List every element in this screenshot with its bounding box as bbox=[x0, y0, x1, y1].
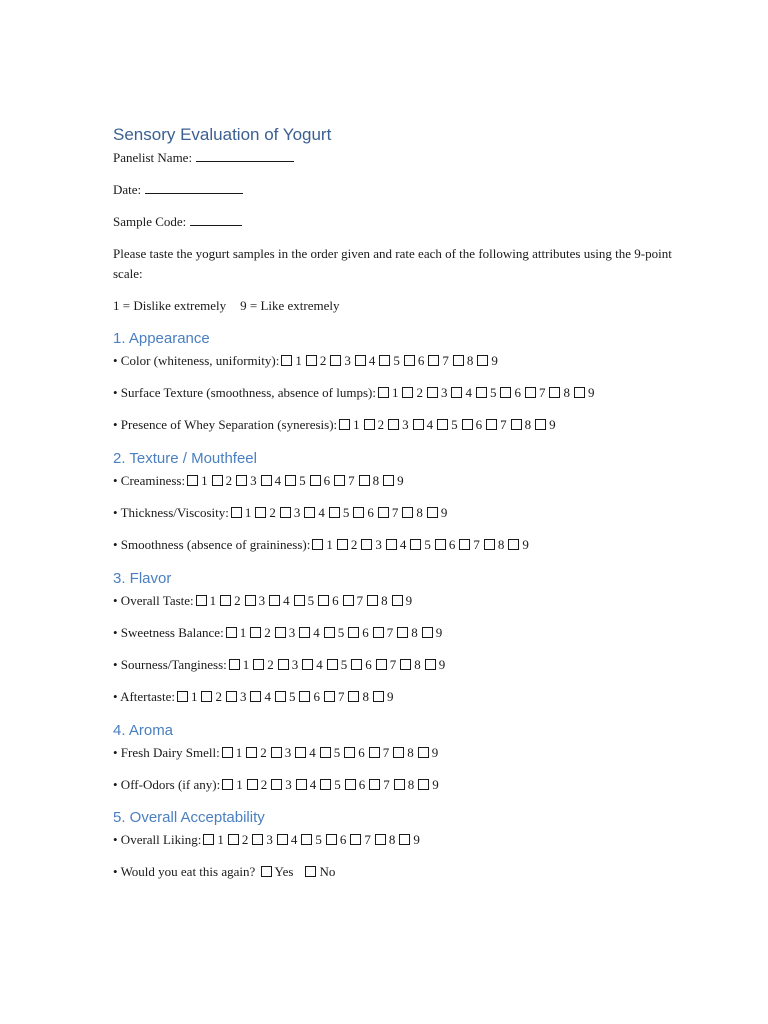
rating-item bbox=[113, 591, 414, 611]
rating-checkbox[interactable] bbox=[400, 659, 411, 670]
rating-value-label: 4 bbox=[368, 353, 376, 368]
rating-value-label: 6 bbox=[339, 832, 347, 847]
rating-checkbox[interactable] bbox=[393, 747, 404, 758]
rating-value-label: 7 bbox=[391, 505, 399, 520]
rating-checkbox[interactable] bbox=[453, 355, 464, 366]
rating-checkbox[interactable] bbox=[435, 539, 446, 550]
panelist-name-blank[interactable] bbox=[196, 149, 294, 162]
rating-checkbox[interactable] bbox=[320, 747, 331, 758]
rating-value-label: 2 bbox=[267, 657, 274, 672]
rating-value-label: 7 bbox=[364, 832, 371, 847]
rating-checkbox[interactable] bbox=[177, 691, 188, 702]
rating-value-label: 9 bbox=[413, 832, 420, 847]
rating-checkbox[interactable] bbox=[422, 627, 433, 638]
rating-value-label: 9 bbox=[438, 657, 446, 672]
rating-checkbox[interactable] bbox=[228, 834, 239, 845]
rating-checkbox[interactable] bbox=[425, 659, 436, 670]
rating-value-label: 2 bbox=[416, 385, 423, 400]
section-heading: 2. Texture / Mouthfeel bbox=[113, 450, 257, 467]
rating-checkbox[interactable] bbox=[410, 539, 421, 550]
rating-value-label: 8 bbox=[388, 832, 396, 847]
rating-value-label: 7 bbox=[348, 473, 355, 488]
sample-code-label: Sample Code: bbox=[113, 214, 187, 229]
section-heading: 3. Flavor bbox=[113, 570, 172, 587]
rating-value-label: 7 bbox=[538, 385, 546, 400]
rating-value-label: 2 bbox=[225, 473, 233, 488]
rating-checkbox[interactable] bbox=[281, 355, 292, 366]
rating-checkbox[interactable] bbox=[196, 595, 207, 606]
rating-value-label: 9 bbox=[386, 689, 394, 704]
rating-value-label: 3 bbox=[258, 593, 266, 608]
rating-value-label: 3 bbox=[285, 777, 292, 792]
date-blank[interactable] bbox=[145, 181, 243, 194]
instructions-text: Please taste the yogurt samples in the order given and rate each of the following attributes using the 9-point scale: bbox=[113, 246, 672, 281]
rating-checkbox[interactable] bbox=[525, 387, 536, 398]
rating-checkbox[interactable] bbox=[549, 387, 560, 398]
rating-value-label: 1 bbox=[391, 385, 399, 400]
rating-value-label: 8 bbox=[411, 625, 418, 640]
rating-value-label: 8 bbox=[524, 417, 532, 432]
rating-value-label: 6 bbox=[313, 689, 320, 704]
rating-value-label: 5 bbox=[307, 593, 315, 608]
rating-value-label: 7 bbox=[500, 417, 507, 432]
rating-item bbox=[113, 687, 395, 707]
rating-value-label: 1 bbox=[242, 657, 250, 672]
rating-value-label: 8 bbox=[407, 745, 414, 760]
rating-item-label: • Aftertaste: bbox=[113, 689, 175, 704]
rating-checkbox[interactable] bbox=[388, 419, 399, 430]
rating-checkbox[interactable] bbox=[428, 355, 439, 366]
rating-checkbox[interactable] bbox=[378, 387, 389, 398]
rating-checkbox[interactable] bbox=[348, 691, 359, 702]
rating-value-label: 5 bbox=[315, 832, 322, 847]
rating-checkbox[interactable] bbox=[364, 419, 375, 430]
rating-checkbox[interactable] bbox=[201, 691, 212, 702]
rating-value-label: 4 bbox=[309, 745, 316, 760]
rating-item bbox=[113, 383, 596, 403]
rating-checkbox[interactable] bbox=[427, 387, 438, 398]
rating-checkbox[interactable] bbox=[437, 419, 448, 430]
rating-checkbox[interactable] bbox=[253, 659, 264, 670]
rating-value-label: 5 bbox=[334, 777, 341, 792]
rating-value-label: 4 bbox=[399, 537, 407, 552]
rating-value-label: 7 bbox=[473, 537, 480, 552]
rating-value-label: 1 bbox=[209, 593, 217, 608]
rating-checkbox[interactable] bbox=[508, 539, 519, 550]
rating-value-label: 3 bbox=[284, 745, 292, 760]
rating-checkbox[interactable] bbox=[369, 747, 380, 758]
rating-item bbox=[113, 535, 531, 555]
rating-checkbox[interactable] bbox=[255, 507, 266, 518]
rating-item-label: • Color (whiteness, uniformity): bbox=[113, 353, 280, 368]
rating-value-label: 5 bbox=[393, 353, 400, 368]
rating-item bbox=[113, 351, 500, 371]
rating-value-label: 9 bbox=[587, 385, 595, 400]
rating-checkbox[interactable] bbox=[250, 691, 261, 702]
rating-value-label: 9 bbox=[435, 625, 443, 640]
rating-value-label: 6 bbox=[417, 353, 425, 368]
rating-checkbox[interactable] bbox=[379, 355, 390, 366]
rating-value-label: 9 bbox=[405, 593, 413, 608]
rating-checkbox[interactable] bbox=[306, 355, 317, 366]
rating-value-label: 8 bbox=[466, 353, 474, 368]
rating-value-label: 4 bbox=[313, 625, 320, 640]
rating-value-label: 5 bbox=[333, 745, 341, 760]
rating-value-label: 8 bbox=[416, 505, 423, 520]
rating-value-label: 1 bbox=[353, 417, 360, 432]
rating-item bbox=[113, 743, 440, 763]
rating-value-label: 5 bbox=[337, 625, 345, 640]
rating-value-label: 7 bbox=[383, 777, 390, 792]
rating-checkbox[interactable] bbox=[386, 539, 397, 550]
rating-value-label: 4 bbox=[426, 417, 434, 432]
rating-checkbox[interactable] bbox=[353, 507, 364, 518]
rating-checkbox[interactable] bbox=[373, 691, 384, 702]
rating-value-label: 3 bbox=[266, 832, 273, 847]
rating-checkbox[interactable] bbox=[339, 419, 350, 430]
rating-checkbox[interactable] bbox=[486, 419, 497, 430]
rating-value-label: 3 bbox=[239, 689, 247, 704]
rating-checkbox[interactable] bbox=[344, 747, 355, 758]
rating-checkbox[interactable] bbox=[222, 779, 233, 790]
rating-checkbox[interactable] bbox=[459, 539, 470, 550]
rating-checkbox[interactable] bbox=[397, 627, 408, 638]
rating-value-label: 9 bbox=[440, 505, 448, 520]
rating-value-label: 4 bbox=[309, 777, 317, 792]
rating-item-label: • Surface Texture (smoothness, absence of lumps): bbox=[113, 385, 376, 400]
rating-checkbox[interactable] bbox=[277, 834, 288, 845]
rating-checkbox[interactable] bbox=[299, 627, 310, 638]
rating-checkbox[interactable] bbox=[304, 507, 315, 518]
rating-checkbox[interactable] bbox=[359, 475, 370, 486]
rating-value-label: 6 bbox=[332, 593, 339, 608]
rating-checkbox[interactable] bbox=[337, 539, 348, 550]
rating-checkbox[interactable] bbox=[203, 834, 214, 845]
rating-value-label: 2 bbox=[319, 353, 327, 368]
rating-value-label: 1 bbox=[235, 745, 243, 760]
rating-checkbox[interactable] bbox=[320, 779, 331, 790]
rating-value-label: 6 bbox=[514, 385, 521, 400]
rating-value-label: 5 bbox=[288, 689, 296, 704]
rating-item bbox=[113, 775, 441, 795]
rating-value-label: 1 bbox=[201, 473, 208, 488]
rating-checkbox[interactable] bbox=[220, 595, 231, 606]
rating-value-label: 6 bbox=[365, 657, 372, 672]
rating-checkbox[interactable] bbox=[402, 507, 413, 518]
rating-checkbox[interactable] bbox=[399, 834, 410, 845]
yes-checkbox[interactable] bbox=[261, 866, 272, 877]
rating-value-label: 3 bbox=[288, 625, 296, 640]
rating-item-label: • Overall Taste: bbox=[113, 593, 194, 608]
rating-item bbox=[113, 471, 406, 491]
rating-checkbox[interactable] bbox=[383, 475, 394, 486]
rating-value-label: 7 bbox=[389, 657, 397, 672]
rating-checkbox[interactable] bbox=[345, 779, 356, 790]
rating-checkbox[interactable] bbox=[535, 419, 546, 430]
rating-checkbox[interactable] bbox=[375, 834, 386, 845]
rating-value-label: 4 bbox=[290, 832, 298, 847]
rating-value-label: 5 bbox=[489, 385, 497, 400]
rating-value-label: 5 bbox=[342, 505, 350, 520]
rating-value-label: 2 bbox=[260, 777, 268, 792]
rating-value-label: 1 bbox=[326, 537, 333, 552]
rating-checkbox[interactable] bbox=[324, 627, 335, 638]
rating-checkbox[interactable] bbox=[427, 507, 438, 518]
rating-checkbox[interactable] bbox=[500, 387, 511, 398]
rating-checkbox[interactable] bbox=[511, 419, 522, 430]
rating-checkbox[interactable] bbox=[229, 659, 240, 670]
scale-legend bbox=[113, 296, 340, 316]
rating-checkbox[interactable] bbox=[326, 834, 337, 845]
section-heading: 1. Appearance bbox=[113, 330, 210, 347]
panelist-name-field bbox=[113, 148, 294, 168]
rating-value-label: 4 bbox=[316, 657, 323, 672]
rating-value-label: 8 bbox=[381, 593, 388, 608]
rating-checkbox[interactable] bbox=[301, 834, 312, 845]
rating-checkbox[interactable] bbox=[355, 355, 366, 366]
no-label: No bbox=[319, 864, 336, 879]
rating-value-label: 8 bbox=[414, 657, 421, 672]
rating-checkbox[interactable] bbox=[376, 659, 387, 670]
rating-value-label: 1 bbox=[217, 832, 224, 847]
rating-checkbox[interactable] bbox=[462, 419, 473, 430]
rating-checkbox[interactable] bbox=[236, 475, 247, 486]
scale-legend-high: 9 = Like extremely bbox=[240, 298, 340, 313]
rating-checkbox[interactable] bbox=[226, 627, 237, 638]
rating-checkbox[interactable] bbox=[295, 747, 306, 758]
rating-checkbox[interactable] bbox=[296, 779, 307, 790]
rating-checkbox[interactable] bbox=[299, 691, 310, 702]
rating-checkbox[interactable] bbox=[187, 475, 198, 486]
rating-value-label: 4 bbox=[264, 689, 271, 704]
rating-value-label: 7 bbox=[337, 689, 345, 704]
sample-code-field bbox=[113, 212, 242, 232]
rating-checkbox[interactable] bbox=[302, 659, 313, 670]
rating-value-label: 1 bbox=[190, 689, 198, 704]
rating-value-label: 9 bbox=[491, 353, 498, 368]
rating-checkbox[interactable] bbox=[451, 387, 462, 398]
rating-value-label: 9 bbox=[522, 537, 529, 552]
rating-checkbox[interactable] bbox=[294, 595, 305, 606]
rating-value-label: 4 bbox=[274, 473, 282, 488]
rating-value-label: 3 bbox=[375, 537, 382, 552]
panelist-name-label: Panelist Name: bbox=[113, 150, 193, 165]
rating-checkbox[interactable] bbox=[367, 595, 378, 606]
rating-value-label: 8 bbox=[407, 777, 415, 792]
rating-checkbox[interactable] bbox=[245, 595, 256, 606]
rating-checkbox[interactable] bbox=[275, 627, 286, 638]
rating-value-label: 9 bbox=[432, 777, 439, 792]
rating-item-label: • Fresh Dairy Smell: bbox=[113, 745, 220, 760]
rating-checkbox[interactable] bbox=[334, 475, 345, 486]
rating-checkbox[interactable] bbox=[369, 779, 380, 790]
form-title: Sensory Evaluation of Yogurt bbox=[113, 125, 332, 144]
rating-value-label: 7 bbox=[382, 745, 390, 760]
rating-item-label: • Off-Odors (if any): bbox=[113, 777, 221, 792]
eat-again-label: • Would you eat this again? bbox=[113, 864, 256, 879]
rating-value-label: 9 bbox=[431, 745, 439, 760]
rating-value-label: 5 bbox=[340, 657, 348, 672]
rating-item-label: • Overall Liking: bbox=[113, 832, 202, 847]
rating-checkbox[interactable] bbox=[226, 691, 237, 702]
rating-checkbox[interactable] bbox=[477, 355, 488, 366]
rating-checkbox[interactable] bbox=[310, 475, 321, 486]
rating-checkbox[interactable] bbox=[378, 507, 389, 518]
rating-checkbox[interactable] bbox=[318, 595, 329, 606]
rating-item-label: • Presence of Whey Separation (syneresis): bbox=[113, 417, 338, 432]
rating-value-label: 2 bbox=[234, 593, 241, 608]
rating-item bbox=[113, 830, 422, 850]
rating-checkbox[interactable] bbox=[361, 539, 372, 550]
rating-item-label: • Smoothness (absence of graininess): bbox=[113, 537, 311, 552]
rating-value-label: 7 bbox=[386, 625, 394, 640]
rating-item-label: • Creaminess: bbox=[113, 473, 186, 488]
rating-value-label: 9 bbox=[397, 473, 404, 488]
rating-checkbox[interactable] bbox=[402, 387, 413, 398]
rating-checkbox[interactable] bbox=[394, 779, 405, 790]
rating-value-label: 2 bbox=[260, 745, 267, 760]
rating-item bbox=[113, 415, 558, 435]
rating-checkbox[interactable] bbox=[278, 659, 289, 670]
rating-checkbox[interactable] bbox=[413, 419, 424, 430]
rating-value-label: 6 bbox=[362, 625, 369, 640]
rating-checkbox[interactable] bbox=[271, 747, 282, 758]
section-heading: 4. Aroma bbox=[113, 722, 174, 739]
rating-value-label: 2 bbox=[269, 505, 276, 520]
eat-again-question bbox=[113, 862, 335, 882]
rating-checkbox[interactable] bbox=[574, 387, 585, 398]
rating-value-label: 3 bbox=[250, 473, 257, 488]
rating-checkbox[interactable] bbox=[261, 475, 272, 486]
rating-value-label: 3 bbox=[440, 385, 448, 400]
rating-value-label: 2 bbox=[241, 832, 249, 847]
rating-value-label: 8 bbox=[372, 473, 380, 488]
rating-value-label: 2 bbox=[215, 689, 222, 704]
rating-value-label: 2 bbox=[264, 625, 271, 640]
rating-checkbox[interactable] bbox=[246, 747, 257, 758]
rating-checkbox[interactable] bbox=[418, 779, 429, 790]
rating-checkbox[interactable] bbox=[404, 355, 415, 366]
rating-checkbox[interactable] bbox=[324, 691, 335, 702]
rating-checkbox[interactable] bbox=[252, 834, 263, 845]
rating-value-label: 6 bbox=[323, 473, 331, 488]
rating-value-label: 5 bbox=[451, 417, 458, 432]
rating-value-label: 4 bbox=[318, 505, 325, 520]
rating-checkbox[interactable] bbox=[269, 595, 280, 606]
section-heading: 5. Overall Acceptability bbox=[113, 809, 265, 826]
rating-value-label: 3 bbox=[402, 417, 409, 432]
rating-checkbox[interactable] bbox=[271, 779, 282, 790]
rating-value-label: 4 bbox=[283, 593, 290, 608]
rating-value-label: 8 bbox=[497, 537, 505, 552]
rating-checkbox[interactable] bbox=[285, 475, 296, 486]
rating-item bbox=[113, 655, 447, 675]
rating-checkbox[interactable] bbox=[351, 659, 362, 670]
rating-value-label: 6 bbox=[367, 505, 374, 520]
rating-checkbox[interactable] bbox=[330, 355, 341, 366]
sample-code-blank[interactable] bbox=[190, 213, 242, 226]
rating-value-label: 1 bbox=[236, 777, 243, 792]
rating-value-label: 6 bbox=[448, 537, 456, 552]
rating-checkbox[interactable] bbox=[350, 834, 361, 845]
rating-checkbox[interactable] bbox=[484, 539, 495, 550]
rating-checkbox[interactable] bbox=[312, 539, 323, 550]
rating-checkbox[interactable] bbox=[373, 627, 384, 638]
rating-checkbox[interactable] bbox=[476, 387, 487, 398]
rating-value-label: 6 bbox=[475, 417, 483, 432]
rating-checkbox[interactable] bbox=[250, 627, 261, 638]
rating-value-label: 6 bbox=[358, 777, 366, 792]
rating-value-label: 1 bbox=[295, 353, 302, 368]
rating-item-label: • Thickness/Viscosity: bbox=[113, 505, 229, 520]
rating-value-label: 2 bbox=[377, 417, 385, 432]
rating-value-label: 8 bbox=[362, 689, 369, 704]
rating-checkbox[interactable] bbox=[343, 595, 354, 606]
rating-value-label: 5 bbox=[424, 537, 431, 552]
scale-legend-low: 1 = Dislike extremely bbox=[113, 298, 227, 313]
rating-value-label: 7 bbox=[356, 593, 364, 608]
rating-value-label: 9 bbox=[549, 417, 556, 432]
rating-value-label: 1 bbox=[239, 625, 247, 640]
rating-checkbox[interactable] bbox=[392, 595, 403, 606]
rating-checkbox[interactable] bbox=[280, 507, 291, 518]
rating-checkbox[interactable] bbox=[247, 779, 258, 790]
rating-checkbox[interactable] bbox=[212, 475, 223, 486]
rating-item bbox=[113, 623, 444, 643]
rating-checkbox[interactable] bbox=[348, 627, 359, 638]
rating-checkbox[interactable] bbox=[275, 691, 286, 702]
rating-value-label: 4 bbox=[465, 385, 472, 400]
rating-value-label: 3 bbox=[344, 353, 351, 368]
rating-value-label: 1 bbox=[244, 505, 252, 520]
rating-checkbox[interactable] bbox=[418, 747, 429, 758]
rating-checkbox[interactable] bbox=[329, 507, 340, 518]
rating-item bbox=[113, 503, 449, 523]
date-field bbox=[113, 180, 243, 200]
rating-value-label: 2 bbox=[350, 537, 358, 552]
rating-checkbox[interactable] bbox=[327, 659, 338, 670]
no-checkbox[interactable] bbox=[305, 866, 316, 877]
rating-value-label: 5 bbox=[299, 473, 306, 488]
rating-item-label: • Sweetness Balance: bbox=[113, 625, 224, 640]
yes-label: Yes bbox=[274, 864, 294, 879]
rating-item-label: • Sourness/Tanginess: bbox=[113, 657, 227, 672]
rating-checkbox[interactable] bbox=[231, 507, 242, 518]
rating-checkbox[interactable] bbox=[222, 747, 233, 758]
rating-value-label: 8 bbox=[563, 385, 570, 400]
rating-value-label: 6 bbox=[358, 745, 365, 760]
date-label: Date: bbox=[113, 182, 142, 197]
rating-value-label: 3 bbox=[291, 657, 299, 672]
rating-value-label: 7 bbox=[442, 353, 449, 368]
rating-value-label: 3 bbox=[293, 505, 301, 520]
